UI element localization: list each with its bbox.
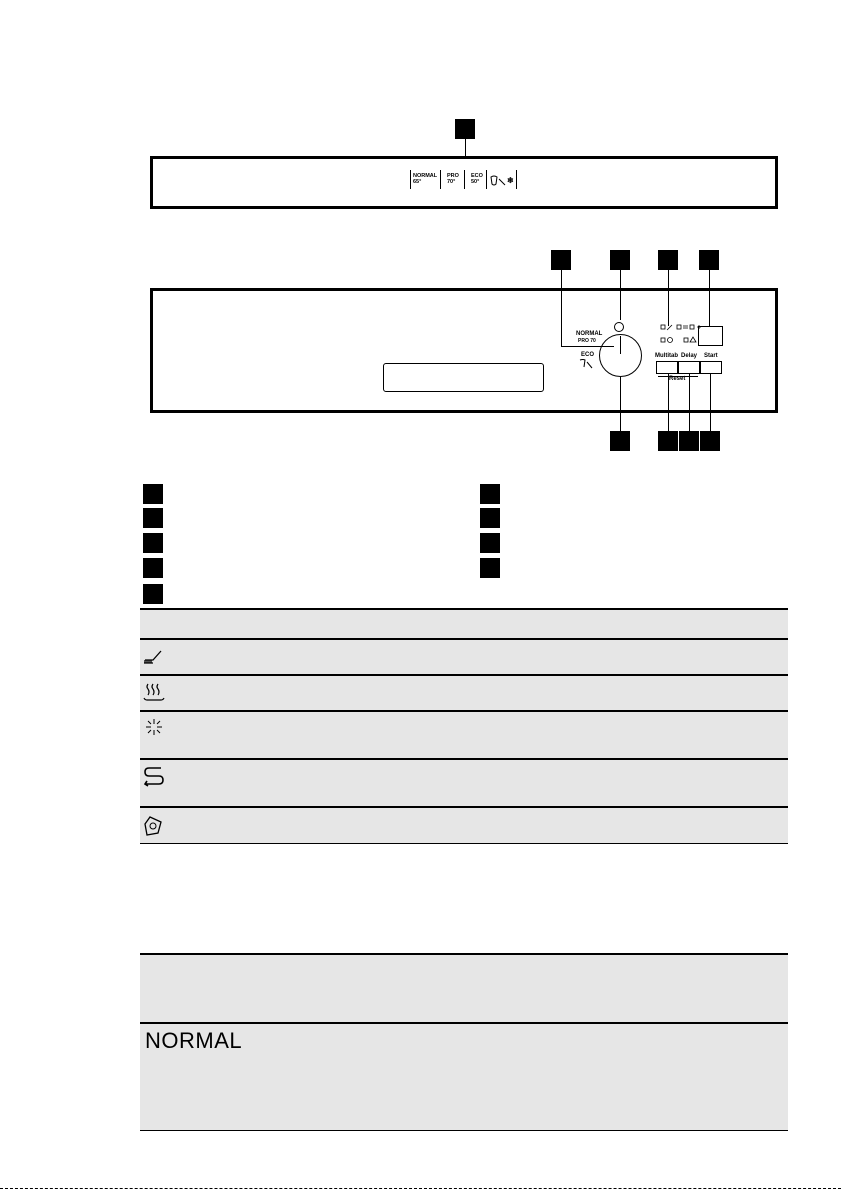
programme-pro: [447, 173, 459, 185]
leader-line-1: [561, 270, 562, 346]
leader-line-3: [668, 270, 669, 326]
table-row: [140, 760, 788, 806]
drying-icon: [143, 682, 165, 702]
programme-pro-temp: 70°: [447, 179, 456, 185]
dial-label-pro: PRO 70: [578, 338, 596, 344]
snowflake-icon: ❄: [507, 176, 514, 185]
callout-marker-6: [658, 431, 678, 451]
brush-icon: [143, 648, 165, 666]
callout-marker-8: [700, 431, 720, 451]
legend-marker-4: [143, 558, 163, 578]
callout-marker-7: [679, 431, 699, 451]
rinse-aid-icon: [144, 717, 164, 737]
legend-marker-8: [480, 533, 500, 553]
callout-marker-5: [610, 431, 630, 451]
table-bottom-rule: [140, 843, 788, 844]
programme-pro-name: PRO: [447, 173, 459, 179]
programme-table-bottom-rule: [140, 1130, 788, 1131]
legend-marker-7: [480, 508, 500, 528]
legend-marker-1: [143, 484, 163, 504]
panel-divider: [464, 170, 465, 189]
legend-marker-2: [143, 508, 163, 528]
programme-eco: [471, 173, 483, 185]
leader-line-6: [668, 374, 669, 431]
multitab-label: Multitab: [655, 353, 678, 359]
callout-marker-4: [699, 250, 719, 270]
programme-name-normal: NORMAL: [145, 1028, 243, 1053]
programme-normal-temp: 65°: [413, 179, 422, 185]
start-button[interactable]: [700, 361, 722, 374]
legend-marker-6: [480, 484, 500, 504]
panel-divider: [440, 170, 441, 189]
callout-marker-1: [551, 250, 571, 270]
glass-icon: [579, 359, 593, 369]
programme-eco-name: ECO: [471, 173, 483, 179]
legend-marker-3: [143, 533, 163, 553]
leader-line-4: [709, 270, 710, 326]
control-panel: [150, 288, 778, 413]
multitab-button[interactable]: [656, 361, 678, 374]
programme-normal: [413, 173, 437, 185]
dial-pointer: [620, 336, 621, 354]
power-icon: [614, 322, 624, 332]
delay-button[interactable]: [678, 361, 700, 374]
multitab-icon: [143, 815, 165, 837]
salt-icon: [143, 764, 165, 788]
legend-marker-5: [143, 584, 163, 604]
panel-divider: [486, 170, 487, 189]
glass-icon: [490, 175, 506, 187]
callout-marker-3: [658, 250, 678, 270]
delay-label: Delay: [681, 353, 698, 359]
leader-line-8: [710, 374, 711, 431]
callout-marker-2: [610, 250, 630, 270]
dial-label-eco: ECO: [581, 352, 595, 358]
legend-marker-9: [480, 558, 500, 578]
table-row: [140, 640, 788, 674]
callout-marker-top: [455, 119, 475, 139]
programme-table-header: [140, 955, 788, 1022]
start-label: Start: [704, 353, 718, 359]
table-row: [140, 712, 788, 758]
table-row: [140, 676, 788, 710]
panel-divider: [516, 170, 517, 189]
programme-eco-temp: 50°: [471, 179, 480, 185]
table-row: [140, 808, 788, 843]
page-footer-rule: [0, 1188, 841, 1189]
leader-line-2: [620, 270, 621, 320]
reset-label: Reset: [669, 376, 686, 382]
programme-normal-name: NORMAL: [413, 173, 438, 179]
display-window: [383, 363, 544, 392]
leader-line-7: [689, 374, 690, 431]
time-display: [698, 326, 723, 346]
programme-table-row: [140, 1024, 788, 1130]
panel-divider: [410, 170, 411, 189]
dial-label-normal: NORMAL: [576, 331, 603, 337]
table-header-row: [140, 610, 788, 638]
leader-line-5: [620, 377, 621, 431]
